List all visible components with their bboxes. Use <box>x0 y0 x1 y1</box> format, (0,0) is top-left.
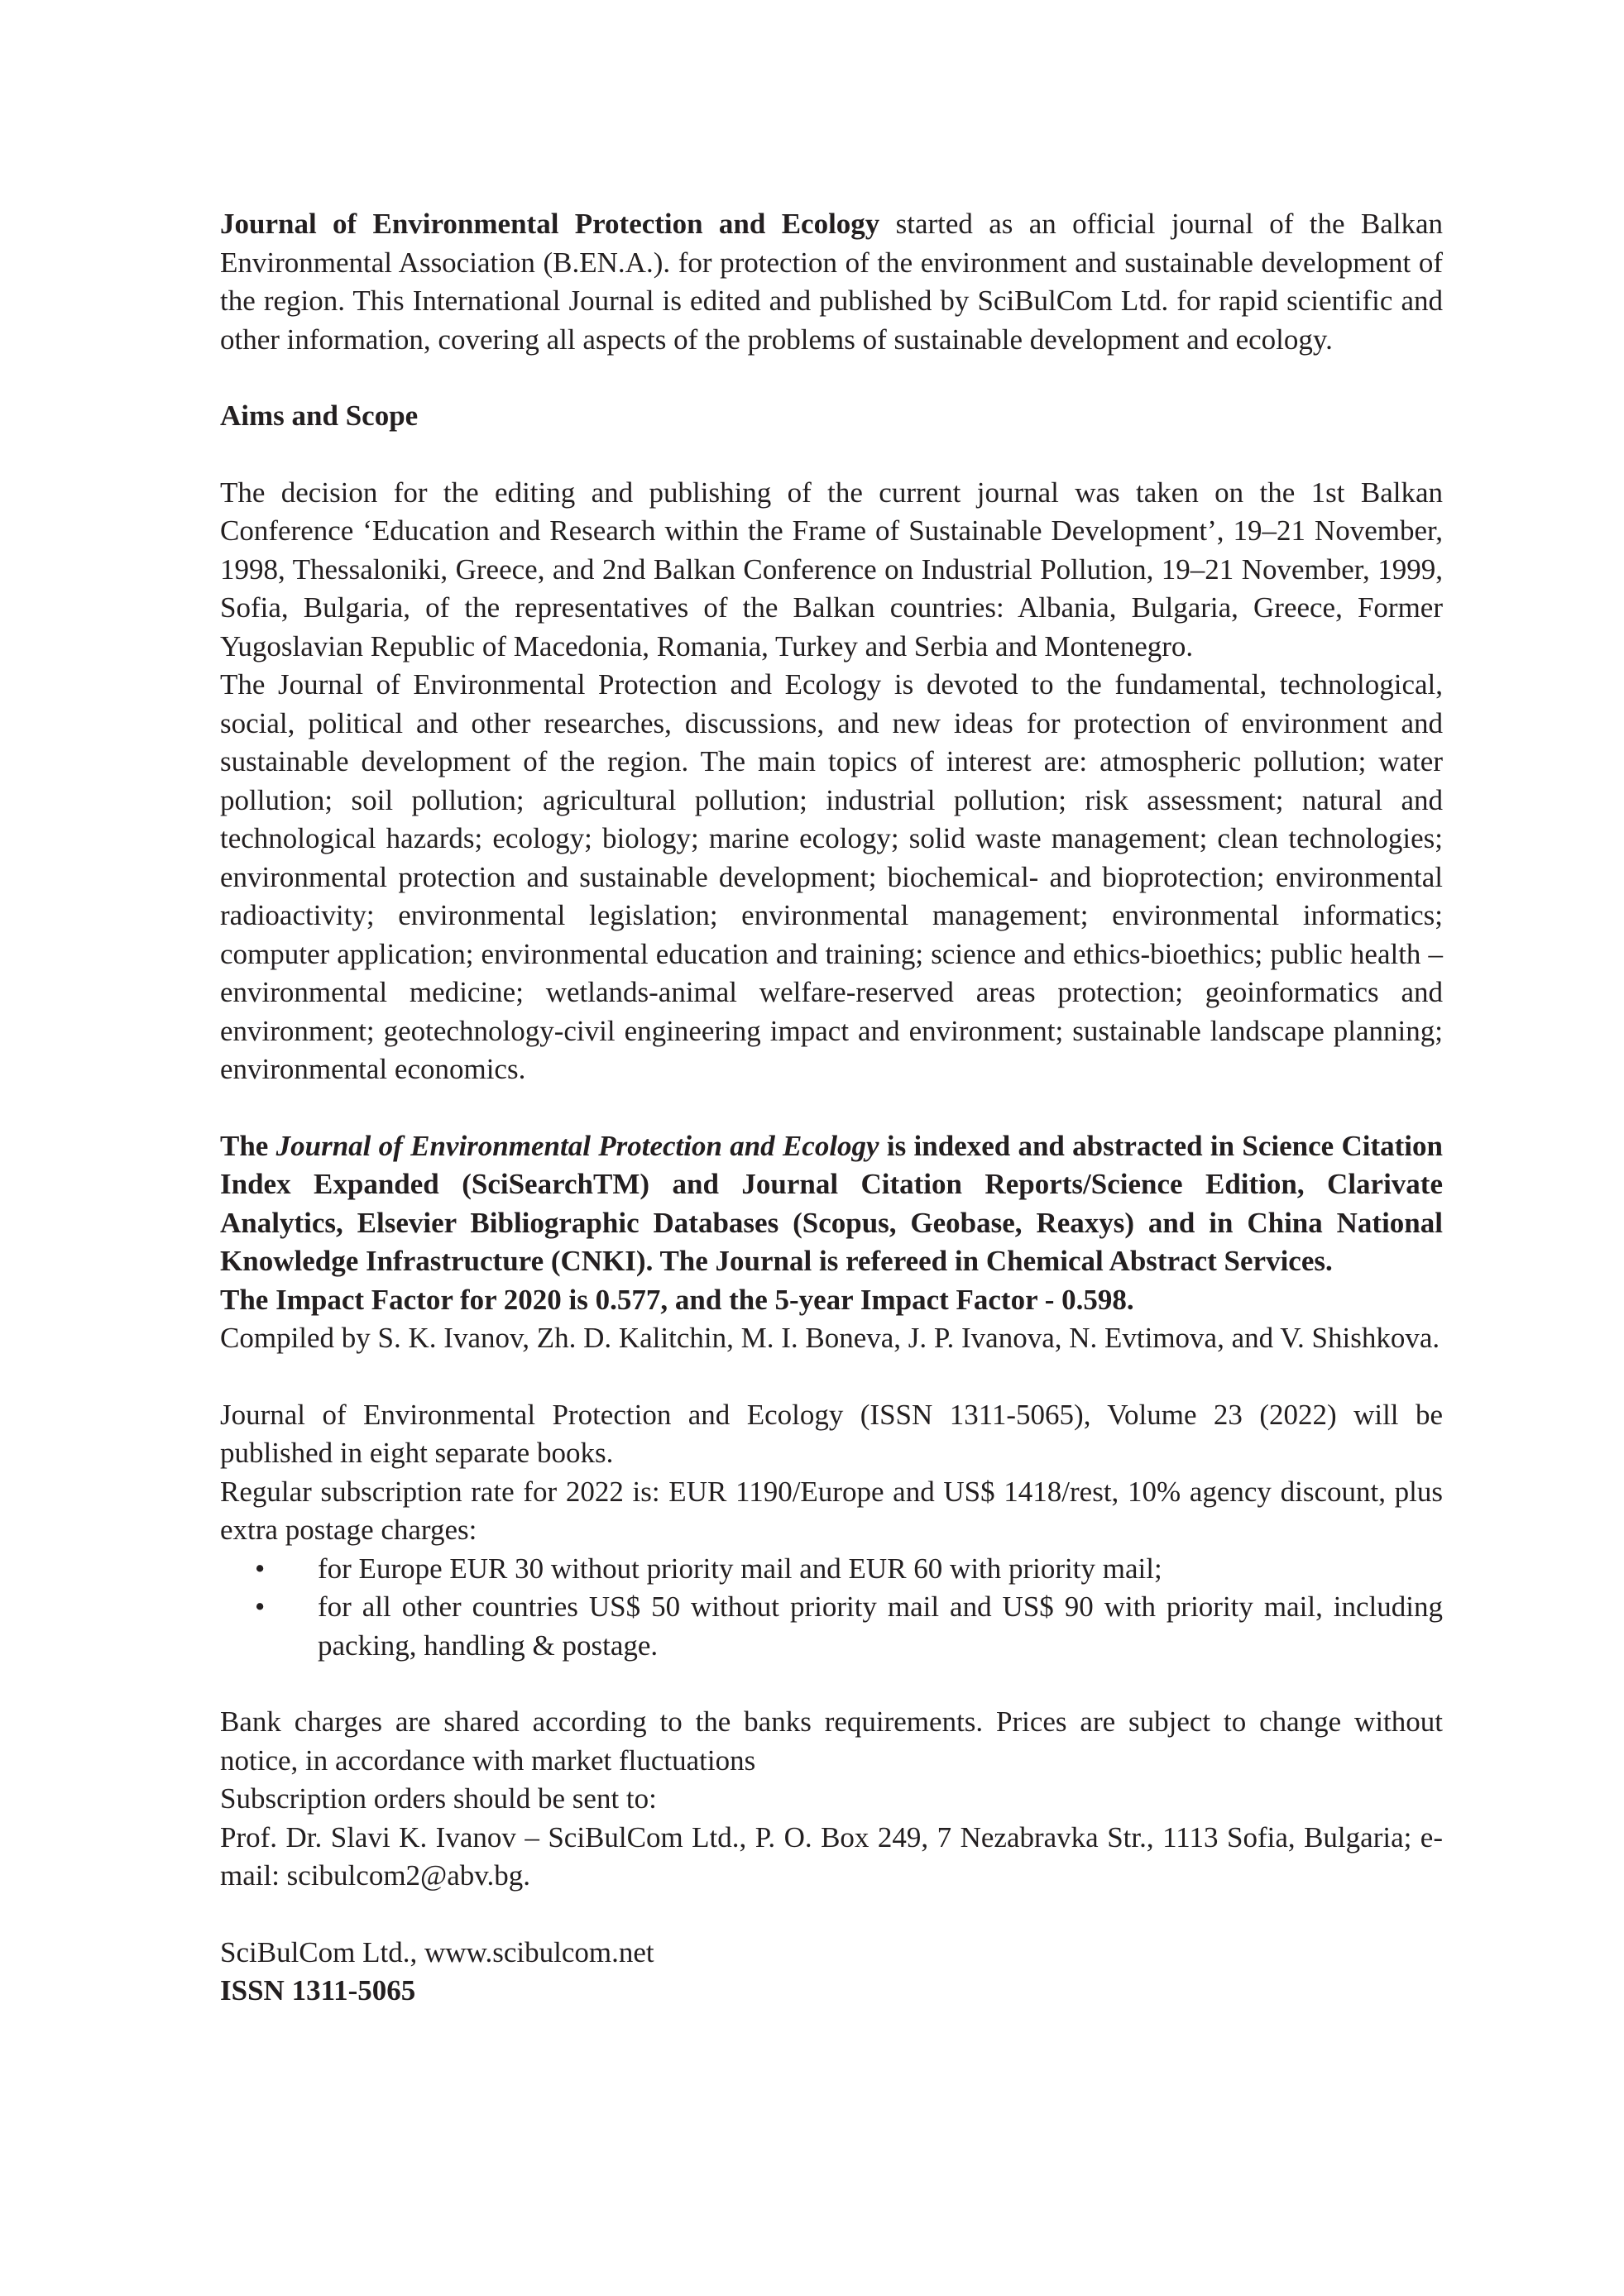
postage-list <box>220 1550 1443 1666</box>
indexing-paragraph: The Journal of Environmental Protection and Ecology is indexed and abstracted in Science Citation Index Expanded (SciSearchTM) and Journal Citation Reports/Science Edition, Clarivate Analytics, Elsevier Bibliographic Databases (Scopus, Geobase, Reaxys) and in China National Knowledge Infrastructure (CNKI). The Journal is refereed in Chemical Abstract Services. <box>220 1129 1443 1277</box>
subscription-rate: Regular subscription rate for 2022 is: EUR 1190/Europe and US$ 1418/rest, 10% agency discount, plus extra postage charges: <box>220 1475 1443 1546</box>
list-item: • for all other countries US$ 50 without priority mail and US$ 90 with priority mail, including packing, handling & postage. <box>220 1588 1443 1665</box>
orders-label: Subscription orders should be sent to: <box>220 1782 657 1815</box>
intro-paragraph <box>220 205 1443 359</box>
aims-paragraph-2: The Journal of Environmental Protection and Ecology is devoted to the fundamental, technological, social, political and other researches, discussions, and new ideas for protection of environment and sustainable development of the region. The main topics of interest are: atmospheric pollution; water pollution; soil pollution; agricultural pollution; industrial pollution; risk assessment; natural and technological hazards; ecology; biology; marine ecology; solid waste management; clean technologies; environmental protection and sustainable development; biochemical- and bioprotection; environmental radioactivity; environmental legislation; environmental management; environmental informatics; computer application; environmental education and training; science and ethics-bioethics; public health – environmental medicine; wetlands-animal welfare-reserved areas protection; geoinformatics and environment; geotechnology-civil engineering impact and environment; sustainable landscape planning; environmental economics. <box>220 668 1443 1085</box>
compiled-by: Compiled by S. K. Ivanov, Zh. D. Kalitchin, M. I. Boneva, J. P. Ivanova, N. Evtimova, and V. Shishkova. <box>220 1322 1440 1354</box>
issn-line: ISSN 1311-5065 <box>220 1974 416 2007</box>
publisher-line: SciBulCom Ltd., www.scibulcom.net <box>220 1935 654 1968</box>
volume-info: Journal of Environmental Protection and Ecology (ISSN 1311-5065), Volume 23 (2022) will be published in eight separate books. <box>220 1398 1443 1469</box>
list-item: • for Europe EUR 30 without priority mail and EUR 60 with priority mail; <box>220 1550 1443 1589</box>
journal-name-italic: Journal of Environmental Protection and Ecology <box>275 1129 879 1162</box>
document-page <box>220 205 1443 2011</box>
bank-charges: Bank charges are shared according to the banks requirements. Prices are subject to change without notice, in accordance with market fluctuations <box>220 1705 1443 1777</box>
aims-heading: Aims and Scope <box>220 399 419 432</box>
impact-factor: The Impact Factor for 2020 is 0.577, and the 5-year Impact Factor - 0.598. <box>220 1283 1134 1316</box>
intro-text: started as an official journal of the Balkan Environmental Association (B.EN.A.). for protection of the environment and sustainable development of the region. This International Journal is edited and published by SciBulCom Ltd. for rapid scientific and other information, covering all aspects of the problems of sustainable development and ecology. <box>220 208 1443 356</box>
aims-paragraph-1: The decision for the editing and publishing of the current journal was taken on the 1st Balkan Conference ‘Education and Research within the Frame of Sustainable Development’, 19–21 November, 1998, Thessaloniki, Greece, and 2nd Balkan Conference on Industrial Pollution, 19–21 November, 1999, Sofia, Bulgaria, of the representatives of the Balkan countries: Albania, Bulgaria, Greece, Former Yugoslavian Republic of Macedonia, Romania, Turkey and Serbia and Montenegro. <box>220 476 1443 662</box>
bullet-icon: • <box>255 1552 266 1585</box>
bullet-icon: • <box>255 1590 266 1623</box>
journal-name: Journal of Environmental Protection and Ecology <box>220 208 880 240</box>
contact-address: Prof. Dr. Slavi K. Ivanov – SciBulCom Ltd., P. O. Box 249, 7 Nezabravka Str., 1113 Sofia, Bulgaria; e-mail: scibulcom2@abv.bg. <box>220 1820 1443 1892</box>
